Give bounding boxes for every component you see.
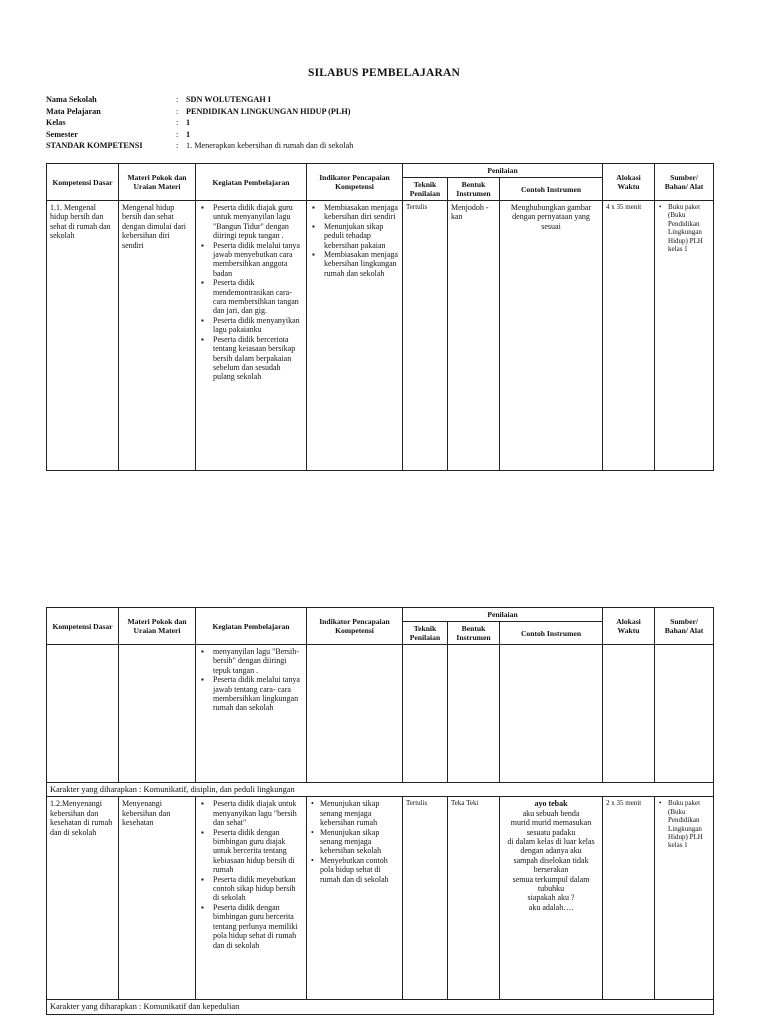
header-alokasi: Alokasi Waktu (603, 164, 655, 201)
table-row (47, 797, 714, 1000)
riddle-line: berserakan (533, 865, 569, 875)
header-sumber: Sumber/ Bahan/ Alat (655, 164, 714, 201)
list-item: • Buku paket (Buku Pendidikan Lingkungan Hidup) PLH kelas 1 (658, 799, 710, 849)
kegiatan-list (199, 647, 303, 713)
riddle-line: sampah diselokan tidak (513, 855, 589, 865)
list-item: ▪ Peserta didik melalui tanya jawab menyebutkan cara membersihkan anggota badan (199, 241, 303, 279)
list-item: ▪ Peserta didik melalui tanya jawab tentang cara- cara membersihkan lingkungan rumah dan sekolah (199, 675, 303, 713)
header-teknik: Teknik Penilaian (403, 622, 448, 645)
meta-label: Nama Sekolah (46, 95, 97, 104)
kegiatan-list (199, 799, 303, 950)
cell-teknik: Tertulis (403, 797, 448, 1000)
cell-contoh (500, 645, 603, 783)
table-header-row (47, 608, 714, 622)
header-teknik: Teknik Penilaian (403, 178, 448, 201)
header-indikator: Indikator Pencapaian Kompetensi (307, 164, 403, 201)
list-item: ▪ Peserta didik berceriota tentang keiasaan bersikap bersih dalam berpakaian sebelum dan sesudah pulang sekolah (199, 335, 303, 382)
cell-alokasi: 4 x 35 menit (603, 201, 655, 471)
header-sumber: Sumber/ Bahan/ Alat (655, 608, 714, 645)
list-item: ▪ menyanyilan lagu "Bersih-bersih" dengan diiringi tepuk tangan . (199, 647, 303, 675)
meta-colon: : (176, 118, 179, 128)
cell-materi: Menyenangi kebersihan dan kesehatan (119, 797, 196, 1000)
header-materi: Materi Pokok dan Uraian Materi (119, 164, 196, 201)
cell-kegiatan (196, 645, 307, 783)
list-item: ▪ Peserta didik menyanyikan lagu pakaianku (199, 316, 303, 335)
header-materi: Materi Pokok dan Uraian Materi (119, 608, 196, 645)
cell-contoh-riddle (500, 797, 603, 1000)
meta-label: Kelas (46, 118, 66, 128)
cell-sumber (655, 797, 714, 1000)
list-item: ▪ Peserta didik mendemontrasikan cara-cara membersihkan tangan dan jari, dan gig. (199, 278, 303, 316)
riddle-title: ayo tebak (534, 799, 568, 809)
cell-bentuk (448, 645, 500, 783)
indikator-list (310, 203, 399, 278)
page-title: SILABUS PEMBELAJARAN (308, 67, 460, 79)
cell-kompetensi (47, 645, 119, 783)
meta-row-subject (46, 106, 726, 118)
riddle-line: tubuhku (537, 884, 565, 894)
header-contoh: Contoh Instrumen (500, 622, 603, 645)
header-contoh: Contoh Instrumen (500, 178, 603, 201)
cell-kegiatan (196, 797, 307, 1000)
header-penilaian: Penilaian (403, 164, 603, 178)
karakter-row (47, 1000, 714, 1014)
header-penilaian: Penilaian (403, 608, 603, 622)
riddle-line: siapakah aku ? (527, 893, 575, 903)
list-item: ▪ Peserta didik dengan bimbingan guru bercerita tentang perlunya memiliki pola hidup sehat di rumah dan di sekolah (199, 903, 303, 950)
cell-indikator (307, 201, 403, 471)
syllabus-meta (46, 94, 726, 152)
syllabus-table-1 (46, 163, 714, 471)
riddle-line: murid murid memasukan (510, 818, 592, 828)
list-item: • Menunjukan sikap senang menjaga kebersihan sekolah (310, 828, 399, 856)
cell-kegiatan (196, 201, 307, 471)
meta-value: PENDIDIKAN LINGKUNGAN HIDUP (PLH) (186, 106, 351, 116)
table-row (47, 645, 714, 783)
cell-teknik: Tertulis (403, 201, 448, 471)
meta-value: 1 (186, 118, 191, 128)
list-item: ▪ Peserta didik diajak untuk menyanyikan lagu "bersih dan sehat" (199, 799, 303, 827)
header-kegiatan: Kegiatan Pembelajaran (196, 164, 307, 201)
meta-label: STANDAR KOMPETENSI (46, 141, 143, 151)
meta-label: Mata Pelajaran (46, 106, 101, 116)
meta-row-class (46, 117, 726, 129)
list-item: ▪ Peserta didik meyebutkan contoh sikap hidup bersih di sekolah (199, 875, 303, 903)
list-item: • Menunjukan sikap senang menjaga kebersihan rumah (310, 799, 399, 827)
header-indikator: Indikator Pencapaian Kompetensi (307, 608, 403, 645)
cell-bentuk: Teka Teki (448, 797, 500, 1000)
list-item: • Buku paket (Buku Pendidikan Lingkungan Hidup) PLH kelas 1 (658, 203, 710, 253)
cell-bentuk: Menjodoh -kan (448, 201, 500, 471)
sumber-list (658, 799, 710, 849)
meta-row-school (46, 94, 726, 106)
riddle-line: di dalam kelas di luar kelas (507, 837, 595, 847)
list-item: ▪ Peserta didik diajak guru untuk menyanyilan lagu "Bangun Tidur" dengan diiringi tepuk tangan . (199, 203, 303, 241)
cell-kompetensi: 1.2.Menyenangi kebersihan dan kesehatan di rumah dan di sekolah (47, 797, 119, 1000)
list-item: • Menyebutkan contoh pola hidup sehat di rumah dan di sekolah (310, 856, 399, 884)
cell-alokasi (603, 645, 655, 783)
cell-teknik (403, 645, 448, 783)
riddle-line: aku adalah…. (528, 902, 574, 912)
header-kegiatan: Kegiatan Pembelajaran (196, 608, 307, 645)
kegiatan-list (199, 203, 303, 382)
cell-alokasi: 2 x 35 menit (603, 797, 655, 1000)
meta-value: 1. Menerapkan kebersihan di rumah dan di sekolah (186, 141, 354, 151)
meta-value: SDN WOLUTENGAH I (186, 95, 271, 104)
header-alokasi: Alokasi Waktu (603, 608, 655, 645)
header-bentuk: Bentuk Instrumen (448, 622, 500, 645)
header-kompetensi: Kompetensi Dasar (47, 608, 119, 645)
riddle-line: dengan adanya aku (520, 846, 582, 856)
meta-row-competency-standard (46, 140, 726, 152)
table-header-row (47, 164, 714, 178)
meta-colon: : (176, 95, 179, 104)
meta-row-semester (46, 129, 726, 141)
list-item: ▪ Menunjukan sikap peduli tehadap kebersihan pakaian (310, 222, 399, 250)
header-kompetensi: Kompetensi Dasar (47, 164, 119, 201)
riddle-line: aku sebuah benda (522, 808, 580, 818)
cell-kompetensi: 1.1. Mengenal hidup bersih dan sehat di rumah dan sekolah (47, 201, 119, 471)
cell-sumber (655, 645, 714, 783)
cell-materi: Mengenal hidup bersih dan sehat dengan dimulai dari kebersihan diri sendiri (119, 201, 196, 471)
sumber-list (658, 203, 710, 253)
cell-materi (119, 645, 196, 783)
meta-colon: : (176, 106, 179, 116)
header-bentuk: Bentuk Instrumen (448, 178, 500, 201)
cell-indikator (307, 797, 403, 1000)
meta-colon: : (176, 129, 179, 139)
meta-label: Semester (46, 129, 78, 139)
list-item: ▪ Membiasakan menjaga kebersihan lingkungan rumah dan sekolah (310, 250, 399, 278)
table-row (47, 201, 714, 471)
meta-colon: : (176, 141, 179, 151)
list-item: ▪ Peserta didik dengan bimbingan guru diajak untuk bercerita tentang kebiasaan hidup bersih di rumah (199, 828, 303, 875)
riddle-line: semua terkumpul dalam (512, 874, 590, 884)
cell-indikator (307, 645, 403, 783)
cell-sumber (655, 201, 714, 471)
riddle-line: sesuatu padaku (526, 827, 576, 837)
meta-value: 1 (186, 129, 191, 139)
karakter-text: Karakter yang diharapkan : Komunikatif dan kepedulian (47, 1000, 714, 1014)
indikator-list (310, 799, 399, 884)
karakter-text: Karakter yang diharapkan : Komunikatif, disiplin, dan peduli lingkungan (47, 783, 714, 797)
list-item: ▪ Membiasakan menjaga kebersihan diri sendiri (310, 203, 399, 222)
karakter-row (47, 783, 714, 797)
cell-contoh: Menghubungkan gambar dengan pernyataan yang sesuai (500, 201, 603, 471)
syllabus-table-2 (46, 607, 714, 1015)
